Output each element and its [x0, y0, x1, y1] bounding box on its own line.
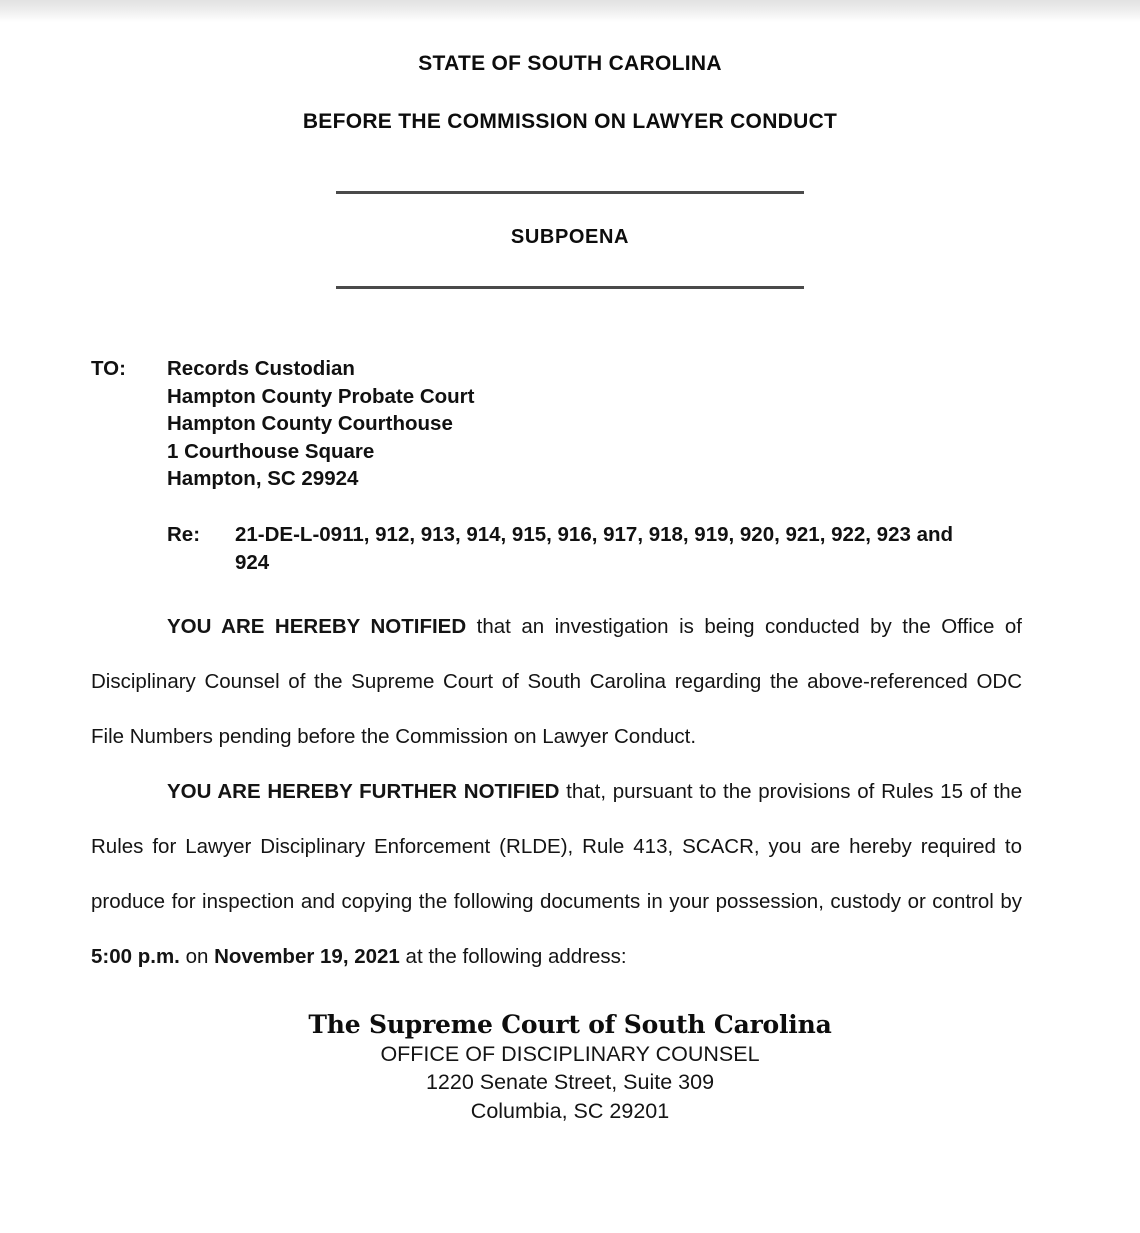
address-line: Hampton, SC 29924	[167, 467, 359, 490]
footer-street-address: 1220 Senate Street, Suite 309	[425, 1070, 715, 1095]
body-paragraph-notified	[0, 599, 1140, 764]
page-subtitle-commission: BEFORE THE COMMISSION ON LAWYER CONDUCT	[302, 110, 838, 133]
paragraph-text-part-1: that, pursuant to the provisions of Rules 15 of the Rules for Lawyer Disciplinary Enforcement (RLDE), Rule 413, SCACR, you are hereby required to produce for inspection and copying the following documents in your possession, custody or control by	[91, 779, 1022, 913]
recipient-label: TO:	[91, 357, 126, 380]
recipient-block	[0, 355, 1140, 493]
body-paragraph-further-notified	[0, 764, 1140, 984]
reference-label: Re:	[167, 522, 201, 546]
rule-bottom-container	[0, 279, 1140, 297]
reference-case-numbers: 21-DE-L-0911, 912, 913, 914, 915, 916, 917, 918, 919, 920, 921, 922, 923 and 924	[235, 522, 954, 574]
footer-office-name: OFFICE OF DISCIPLINARY COUNSEL	[380, 1042, 760, 1066]
paragraph-text-notified: that an investigation is being conducted by the Office of Disciplinary Counsel of the Supreme Court of South Carolina regarding the above-referenced ODC File Numbers pending before the Commission on Lawyer Conduct.	[91, 614, 1022, 748]
deadline-time: 5:00 p.m.	[91, 944, 180, 968]
rule-top-container	[0, 134, 1140, 194]
address-line: 1 Courthouse Square	[167, 439, 375, 463]
paragraph-text-part-2: on	[179, 944, 215, 968]
footer-address-block	[0, 1010, 1140, 1125]
document-type-title: SUBPOENA	[510, 226, 630, 248]
divider-rule-bottom	[336, 286, 804, 289]
deadline-date: November 19, 2021	[214, 944, 400, 968]
divider-rule-top	[336, 191, 804, 194]
paragraph-lead-notified: YOU ARE HEREBY NOTIFIED	[167, 614, 467, 638]
footer-city-state-zip: Columbia, SC 29201	[470, 1098, 670, 1123]
page-title-state: STATE OF SOUTH CAROLINA	[418, 52, 722, 75]
address-line: Records Custodian	[167, 357, 355, 380]
address-line: Hampton County Courthouse	[167, 412, 453, 435]
paragraph-lead-further-notified: YOU ARE HEREBY FURTHER NOTIFIED	[167, 779, 560, 803]
address-line: Hampton County Probate Court	[167, 384, 475, 408]
court-name-heading: The Supreme Court of South Carolina	[308, 1009, 832, 1039]
recipient-address	[167, 355, 475, 493]
reference-block	[0, 521, 1140, 577]
paragraph-text-part-3: at the following address:	[399, 944, 627, 968]
